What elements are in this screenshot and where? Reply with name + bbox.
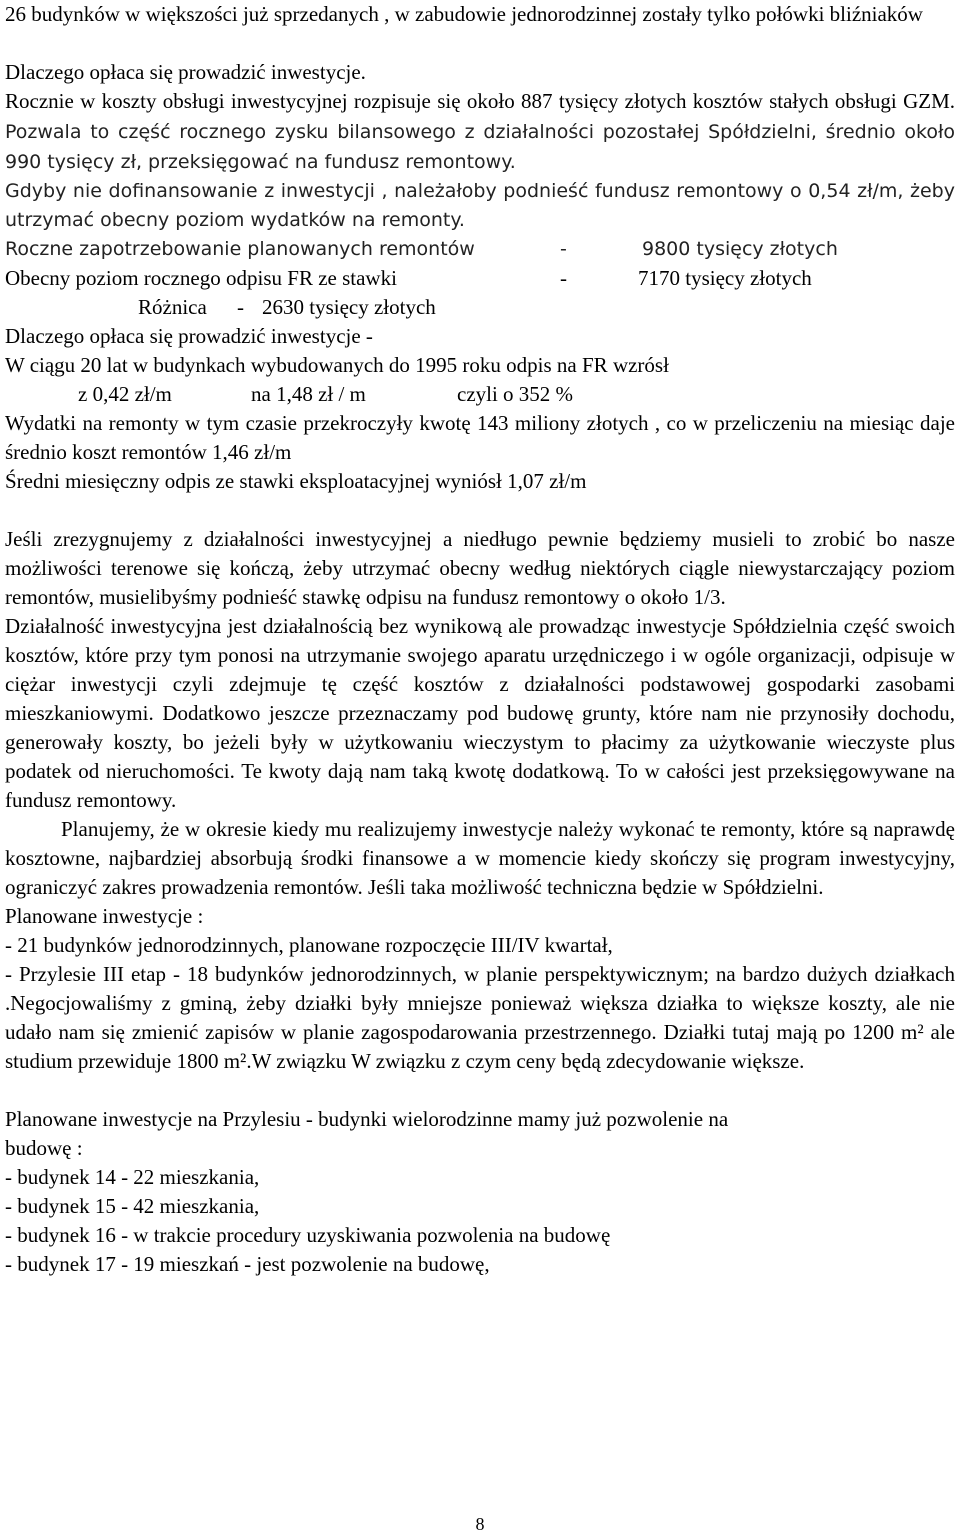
spacer	[5, 496, 955, 525]
text-costs: Rocznie w koszty obsługi inwestycyjnej rozpisuje się około 887 tysięcy złotych kosztów stałych obsługi GZM.	[5, 89, 955, 113]
row-percent: czyli o 352 %	[457, 382, 574, 406]
paragraph-activity: Działalność inwestycyjna jest działalnością bez wynikową ale prowadząc inwestycje Spółdzielnia część swoich kosztów, które przy tym ponosi na utrzymanie swojego aparatu urzędniczego i w ogóle organizacji, odpisuje w ciężar inwestycji czyli zdejmuje tę część kosztów z działalności podstawowej gospodarki zasobami mieszkaniowymi. Dodatkowo jeszcze przeznaczamy pod budowę grunty, które nam nie przynosiły dochodu, generowały koszty, bo jeżeli były w użytkowaniu wieczystym to płacimy za użytkowanie wieczyste plus podatek od nieruchomości. Te kwoty dają nam taką kwotę dodatkową. To w całości jest przeksięgowywane na fundusz remontowy.	[5, 614, 955, 812]
row-increase	[5, 380, 955, 409]
text-line: Planowane inwestycje na Przylesiu - budynki wielorodzinne mamy już pozwolenie na	[5, 1107, 729, 1131]
paragraph-expenses: Wydatki na remonty w tym czasie przekroczyły kwotę 143 miliony złotych , co w przeliczeniu na miesiąc daje średnio koszt remontów 1,46 zł/m	[5, 411, 955, 464]
row-dash: -	[560, 238, 567, 260]
row-label: Roczne zapotrzebowanie planowanych remontów	[5, 238, 475, 260]
row-label: Różnica	[138, 295, 207, 319]
paragraph-average: Średni miesięczny odpis ze stawki eksploatacyjnej wyniósł 1,07 zł/m	[5, 469, 587, 493]
paragraph-costs	[5, 87, 955, 177]
row-current-level	[5, 264, 955, 293]
paragraph-20-years: W ciągu 20 lat w budynkach wybudowanych do 1995 roku odpis na FR wzrósł	[5, 353, 669, 377]
row-value: 2630 tysięcy złotych	[262, 295, 436, 319]
heading-why-invest-2: Dlaczego opłaca się prowadzić inwestycje -	[5, 324, 373, 348]
list-item: - Przylesie III etap - 18 budynków jednorodzinnych, w planie perspektywicznym; na bardzo dużych działkach .Negocjowaliśmy z gminą, żeby działki były mniejsze ponieważ większa działka to większe koszty, ale nie udało nam się zmienić zapisów w planie zagospodarowania przestrzennego. Działki tutaj mają po 1200 m² ale studium przewiduje 1800 m².W związku W związku z czym ceny będą zdecydowanie większe.	[5, 962, 955, 1073]
list-item: - budynek 14 - 22 mieszkania,	[5, 1165, 260, 1189]
row-dash: -	[560, 266, 567, 290]
page-number: 8	[475, 1514, 485, 1534]
paragraph-przylesie	[5, 1105, 955, 1163]
row-from: z 0,42 zł/m	[78, 382, 172, 406]
row-label: Obecny poziom rocznego odpisu FR ze stawki	[5, 266, 397, 290]
row-difference	[5, 293, 955, 322]
row-dash: -	[237, 295, 244, 319]
heading-why-invest: Dlaczego opłaca się prowadzić inwestycje.	[5, 60, 366, 84]
document-page	[5, 0, 955, 1537]
row-annual-need	[5, 235, 955, 264]
list-item: - budynek 16 - w trakcie procedury uzyskiwania pozwolenia na budowę	[5, 1223, 611, 1247]
paragraph-funding: Gdyby nie dofinansowanie z inwestycji , należałoby podnieść fundusz remontowy o 0,54 zł/m, żeby utrzymać obecny poziom wydatków na remonty.	[5, 180, 955, 231]
text-line: budowę :	[5, 1136, 83, 1160]
text-profit: Pozwala to część rocznego zysku bilansowego z działalności pozostałej Spółdzielni, średnio około 990 tysięcy zł, przeksięgować na fundusz remontowy.	[5, 121, 955, 173]
list-item: - budynek 15 - 42 mieszkania,	[5, 1194, 260, 1218]
paragraph-intro: 26 budynków w większości już sprzedanych , w zabudowie jednorodzinnej zostały tylko połówki bliźniaków	[5, 2, 923, 26]
spacer	[5, 29, 955, 58]
paragraph-plans: Planujemy, że w okresie kiedy mu realizujemy inwestycje należy wykonać te remonty, które są naprawdę kosztowne, najbardziej absorbują środki finansowe a w momencie kiedy skończy się program inwestycyjny, ograniczyć zakres prowadzenia remontów. Jeśli taka możliwość techniczna będzie w Spółdzielni.	[5, 817, 955, 899]
paragraph-resign: Jeśli zrezygnujemy z działalności inwestycyjnej a niedługo pewnie będziemy musieli to zrobić bo nasze możliwości terenowe się kończą, żeby utrzymać obecny według niektórych ciągle niewystarczający poziom remontów, musielibyśmy podnieść stawkę odpisu na fundusz remontowy o około 1/3.	[5, 527, 955, 609]
spacer	[5, 1076, 955, 1105]
row-value: 9800 tysięcy złotych	[642, 238, 838, 260]
list-item: - 21 budynków jednorodzinnych, planowane rozpoczęcie III/IV kwartał,	[5, 933, 613, 957]
row-to: na 1,48 zł / m	[251, 382, 366, 406]
row-value: 7170 tysięcy złotych	[638, 266, 812, 290]
heading-planned: Planowane inwestycje :	[5, 904, 204, 928]
list-item: - budynek 17 - 19 mieszkań - jest pozwolenie na budowę,	[5, 1252, 490, 1276]
